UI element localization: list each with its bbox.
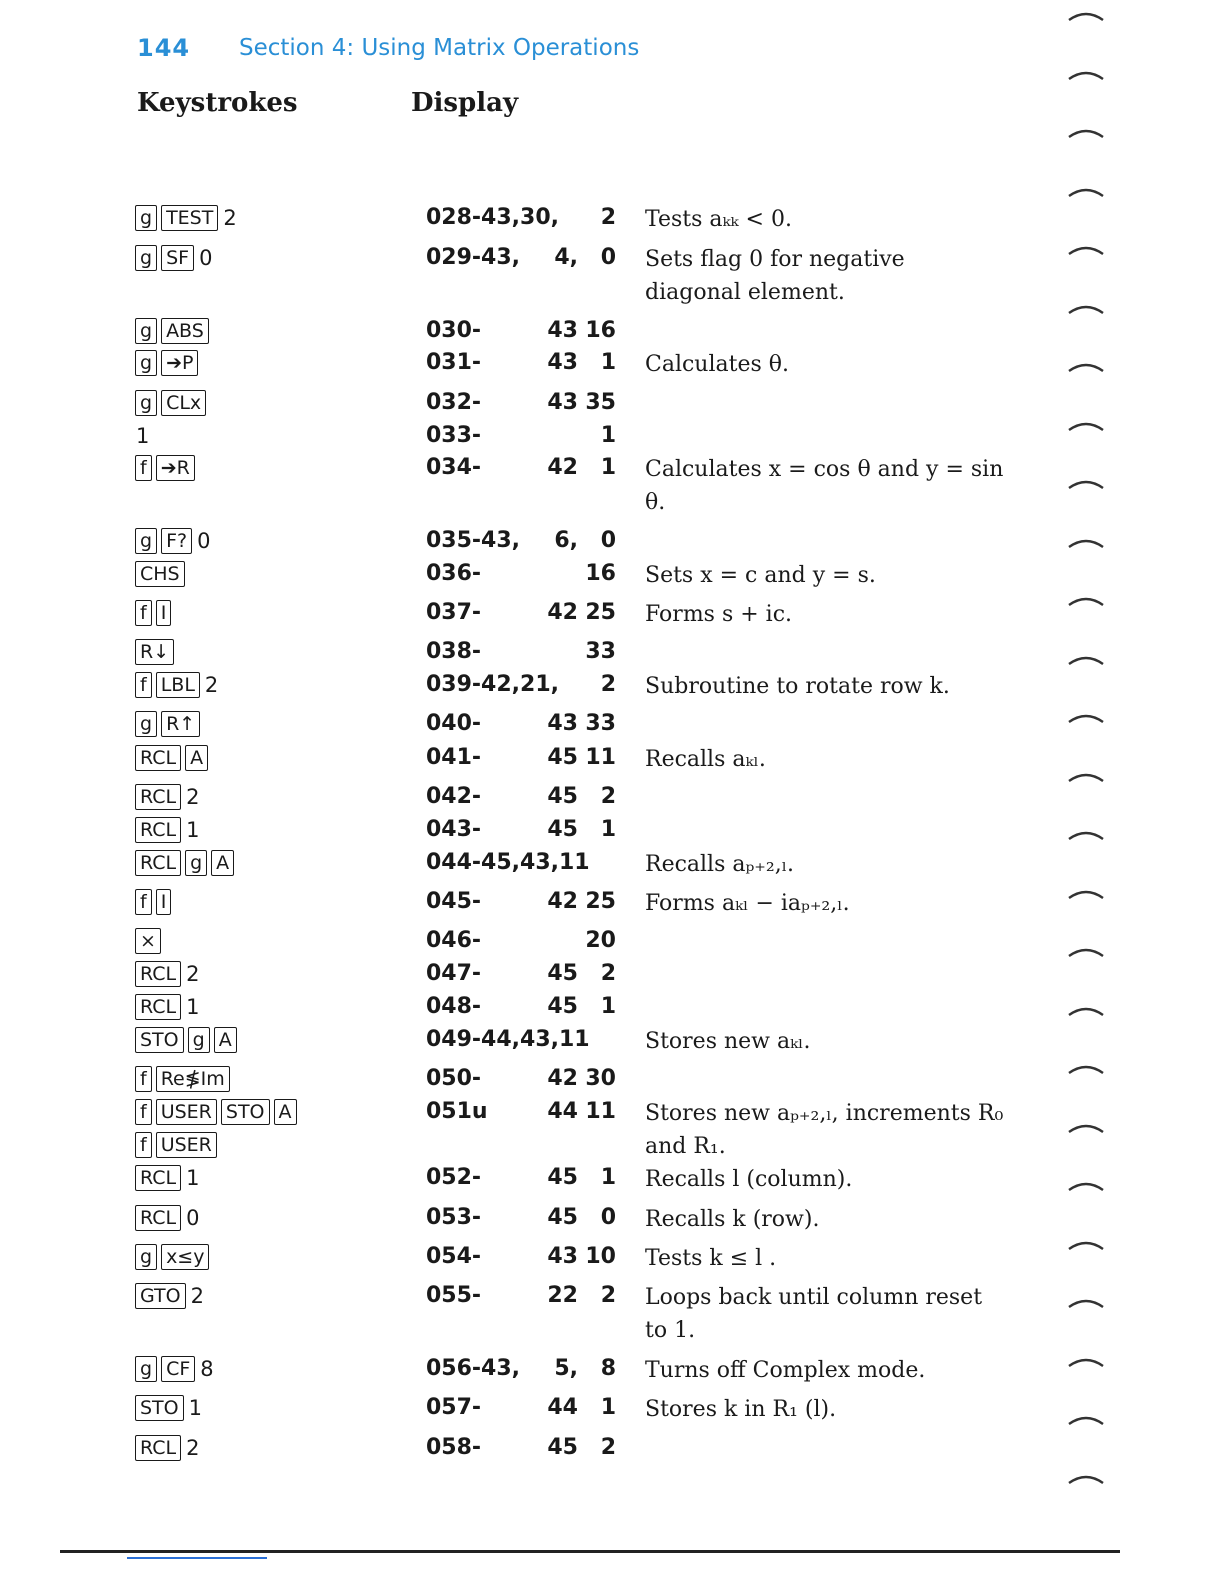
display-line-number: 031- xyxy=(426,350,482,375)
keystroke-sequence xyxy=(135,782,199,812)
display-line-number: 040- xyxy=(426,711,482,736)
calculator-key: ➔R xyxy=(156,455,195,481)
calculator-key: g xyxy=(135,1356,157,1382)
step-description: Sets x = c and y = s. xyxy=(645,563,876,588)
display-line-number: 038- xyxy=(426,639,482,664)
keystroke-digit: 2 xyxy=(223,206,237,230)
display-line-number: 057- xyxy=(426,1395,482,1420)
keystroke-sequence xyxy=(135,709,204,739)
display-line-number: 044-45,43,11 xyxy=(426,850,590,875)
section-title: Section 4: Using Matrix Operations xyxy=(239,35,640,61)
calculator-key: CLx xyxy=(161,390,206,416)
step-description: Recalls aₚ₊₂,ₗ. xyxy=(645,852,795,877)
step-description: Stores new aₚ₊₂,ₗ, increments R₀ and R₁. xyxy=(645,1101,1004,1159)
binding-scallop-mark xyxy=(1066,1295,1106,1309)
calculator-key: f xyxy=(135,1099,152,1125)
display-code-a: 44 xyxy=(547,1395,578,1420)
binding-scallop-mark xyxy=(1066,67,1106,81)
calculator-key: RCL xyxy=(135,1205,181,1231)
listing-row xyxy=(0,887,1224,919)
display-code-b: 25 xyxy=(585,600,616,625)
keystroke-sequence xyxy=(135,421,149,451)
display-code-a: 22 xyxy=(547,1283,578,1308)
calculator-key: g xyxy=(135,1244,157,1270)
display-code-a: 43 xyxy=(547,711,578,736)
display-line-number: 045- xyxy=(426,889,482,914)
keystroke-sequence xyxy=(135,1163,199,1193)
step-description: Tests k ≤ l . xyxy=(645,1246,777,1271)
listing-row xyxy=(0,526,1224,558)
display-line-number: 039-42,21, xyxy=(426,672,559,697)
keystrokes-column-heading: Keystrokes xyxy=(137,88,298,118)
listing-row xyxy=(0,926,1224,958)
display-code-a: 42 xyxy=(547,600,578,625)
calculator-key: USER xyxy=(156,1132,217,1158)
calculator-key: × xyxy=(135,928,161,954)
keystroke-digit: 1 xyxy=(188,1396,202,1420)
display-code-a: 5, xyxy=(554,1356,578,1381)
keystroke-sequence xyxy=(135,815,199,845)
display-line-number: 050- xyxy=(426,1066,482,1091)
calculator-key: STO xyxy=(135,1395,184,1421)
binding-scallop-mark xyxy=(1066,652,1106,666)
display-code-b: 8 xyxy=(600,1356,616,1381)
step-description: Sets flag 0 for negative diagonal element. xyxy=(645,247,905,305)
calculator-key: g xyxy=(135,350,157,376)
calculator-key: TEST xyxy=(161,205,218,231)
keystroke-sequence xyxy=(135,670,218,700)
keystroke-sequence xyxy=(135,453,199,483)
listing-row xyxy=(0,421,1224,453)
keystroke-sequence xyxy=(135,1354,214,1384)
calculator-key: I xyxy=(156,889,172,915)
display-column-heading: Display xyxy=(411,88,519,118)
listing-row xyxy=(0,670,1224,702)
listing-row xyxy=(0,348,1224,380)
display-code-a: 43 xyxy=(547,1244,578,1269)
display-line-number: 054- xyxy=(426,1244,482,1269)
binding-scallop-mark xyxy=(1066,125,1106,139)
calculator-key: GTO xyxy=(135,1283,186,1309)
listing-row xyxy=(0,1064,1224,1096)
display-line-number: 030- xyxy=(426,318,482,343)
keystroke-sequence xyxy=(135,848,238,878)
keystroke-sequence xyxy=(135,316,213,346)
display-code-b: 20 xyxy=(585,928,616,953)
binding-scallop-mark xyxy=(1066,1061,1106,1075)
keystroke-digit: 2 xyxy=(186,785,200,809)
keystroke-digit: 2 xyxy=(186,1436,200,1460)
calculator-key: ABS xyxy=(161,318,209,344)
page-bottom-rule-accent xyxy=(127,1557,267,1559)
listing-row xyxy=(0,1433,1224,1465)
keystroke-sequence xyxy=(135,1203,199,1233)
display-code-b: 2 xyxy=(600,784,616,809)
step-description: Forms aₖₗ − iaₚ₊₂,ₗ. xyxy=(645,891,850,916)
display-code-a: 4, xyxy=(554,245,578,270)
binding-scallop-mark xyxy=(1066,418,1106,432)
calculator-key: R↓ xyxy=(135,639,174,665)
listing-row xyxy=(0,203,1224,235)
binding-scallop-mark xyxy=(1066,242,1106,256)
display-line-number: 043- xyxy=(426,817,482,842)
listing-row xyxy=(0,243,1224,305)
keystroke-digit: 8 xyxy=(200,1357,214,1381)
calculator-key: ➔P xyxy=(161,350,198,376)
listing-row xyxy=(0,1163,1224,1195)
display-code-b: 10 xyxy=(585,1244,616,1269)
keystroke-sequence xyxy=(135,959,199,989)
display-line-number: 058- xyxy=(426,1435,482,1460)
display-code-a: 42 xyxy=(547,1066,578,1091)
binding-scallop-mark xyxy=(1066,535,1106,549)
display-line-number: 036- xyxy=(426,561,482,586)
calculator-key: f xyxy=(135,1066,152,1092)
display-line-number: 033- xyxy=(426,423,482,448)
display-code-b: 30 xyxy=(585,1066,616,1091)
display-line-number: 049-44,43,11 xyxy=(426,1027,590,1052)
keystroke-sequence xyxy=(135,526,210,556)
calculator-key: Re≸Im xyxy=(156,1066,230,1092)
calculator-key: RCL xyxy=(135,784,181,810)
calculator-key: f xyxy=(135,455,152,481)
listing-row xyxy=(0,1097,1224,1159)
listing-row xyxy=(0,709,1224,741)
listing-row xyxy=(0,1203,1224,1235)
display-code-b: 16 xyxy=(585,318,616,343)
listing-row xyxy=(0,637,1224,669)
display-code-b: 16 xyxy=(585,561,616,586)
step-description: Tests aₖₖ < 0. xyxy=(645,207,792,232)
keystroke-digit: 2 xyxy=(204,673,219,697)
binding-scallop-mark xyxy=(1066,359,1106,373)
calculator-key: STO xyxy=(135,1027,184,1053)
step-description: Turns off Complex mode. xyxy=(645,1358,926,1383)
display-line-number: 048- xyxy=(426,994,482,1019)
display-line-number: 055- xyxy=(426,1283,482,1308)
calculator-key: RCL xyxy=(135,817,181,843)
calculator-key: A xyxy=(211,850,234,876)
display-code-a: 43 xyxy=(547,390,578,415)
display-code-b: 33 xyxy=(585,711,616,736)
keystroke-sequence xyxy=(135,1242,213,1272)
display-line-number: 034- xyxy=(426,455,482,480)
listing-row xyxy=(0,815,1224,847)
keystroke-sequence xyxy=(135,743,212,773)
calculator-key: g xyxy=(185,850,207,876)
display-code-b: 25 xyxy=(585,889,616,914)
display-line-number: 032- xyxy=(426,390,482,415)
display-code-a: 45 xyxy=(547,784,578,809)
keystroke-sequence xyxy=(135,926,165,956)
display-code-b: 2 xyxy=(600,1435,616,1460)
keystroke-digit: 2 xyxy=(186,962,200,986)
keystroke-digit: 2 xyxy=(190,1284,204,1308)
binding-scallop-mark xyxy=(1066,1237,1106,1251)
listing-row xyxy=(0,1354,1224,1386)
binding-scallop-mark xyxy=(1066,1178,1106,1192)
calculator-key: RCL xyxy=(135,994,181,1020)
keystroke-sequence xyxy=(135,1433,199,1463)
listing-row xyxy=(0,316,1224,348)
calculator-key: CF xyxy=(161,1356,195,1382)
display-line-number: 052- xyxy=(426,1165,482,1190)
listing-row xyxy=(0,782,1224,814)
step-description: Recalls aₖₗ. xyxy=(645,747,766,772)
display-code-b: 1 xyxy=(600,817,616,842)
display-code-b: 11 xyxy=(585,1099,616,1124)
display-code-b: 0 xyxy=(600,1205,616,1230)
calculator-key: RCL xyxy=(135,961,181,987)
calculator-key: g xyxy=(135,205,157,231)
calculator-key: g xyxy=(135,528,157,554)
step-description: Recalls k (row). xyxy=(645,1207,820,1232)
listing-row xyxy=(0,559,1224,591)
display-code-a: 42 xyxy=(547,455,578,480)
display-code-a: 42 xyxy=(547,889,578,914)
keystroke-sequence xyxy=(135,637,178,667)
display-code-a: 43 xyxy=(547,350,578,375)
calculator-key: g xyxy=(135,711,157,737)
binding-scallop-mark xyxy=(1066,710,1106,724)
binding-scallop-mark xyxy=(1066,593,1106,607)
display-line-number: 046- xyxy=(426,928,482,953)
keystroke-sequence xyxy=(135,1393,202,1423)
keystroke-digit: 0 xyxy=(199,246,213,270)
display-code-a: 6, xyxy=(554,528,578,553)
keystroke-sequence xyxy=(135,1281,204,1311)
binding-scallop-mark xyxy=(1066,769,1106,783)
binding-scallop-mark xyxy=(1066,1120,1106,1134)
display-code-b: 1 xyxy=(600,1165,616,1190)
display-code-a: 45 xyxy=(547,994,578,1019)
display-code-b: 2 xyxy=(600,672,616,697)
step-description: Loops back until column reset to 1. xyxy=(645,1285,983,1343)
keystroke-digit: 1 xyxy=(136,424,150,448)
keystroke-sequence xyxy=(135,1025,241,1055)
calculator-key: R↑ xyxy=(161,711,200,737)
display-code-b: 2 xyxy=(600,205,616,230)
listing-row xyxy=(0,743,1224,775)
listing-row xyxy=(0,453,1224,515)
calculator-key: I xyxy=(156,600,172,626)
binding-scallop-mark xyxy=(1066,8,1106,22)
step-description: Forms s + ic. xyxy=(645,602,793,627)
calculator-key: f xyxy=(135,1132,152,1158)
page-bottom-rule xyxy=(60,1550,1120,1553)
calculator-key: RCL xyxy=(135,1165,181,1191)
page-number: 144 xyxy=(137,34,191,62)
listing-row xyxy=(0,1130,1224,1162)
calculator-key: USER xyxy=(156,1099,217,1125)
display-code-b: 1 xyxy=(600,350,616,375)
binding-scallop-mark xyxy=(1066,476,1106,490)
listing-row xyxy=(0,992,1224,1024)
step-description: Recalls l (column). xyxy=(645,1167,853,1192)
display-code-b: 1 xyxy=(600,994,616,1019)
keystroke-digit: 0 xyxy=(197,529,211,553)
display-code-b: 1 xyxy=(600,1395,616,1420)
display-line-number: 051u xyxy=(426,1099,488,1124)
display-code-a: 45 xyxy=(547,1165,578,1190)
display-line-number: 053- xyxy=(426,1205,482,1230)
display-code-b: 11 xyxy=(585,745,616,770)
calculator-key: LBL xyxy=(156,672,200,698)
calculator-key: STO xyxy=(221,1099,270,1125)
keystroke-digit: 1 xyxy=(186,1166,200,1190)
keystroke-sequence xyxy=(135,559,189,589)
calculator-key: RCL xyxy=(135,1435,181,1461)
calculator-key: RCL xyxy=(135,745,181,771)
calculator-key: g xyxy=(135,390,157,416)
display-code-a: 43 xyxy=(547,318,578,343)
display-code-a: 45 xyxy=(547,817,578,842)
display-code-b: 1 xyxy=(600,423,616,448)
display-code-b: 35 xyxy=(585,390,616,415)
listing-row xyxy=(0,388,1224,420)
display-code-b: 2 xyxy=(600,1283,616,1308)
keystroke-sequence xyxy=(135,598,175,628)
display-code-a: 44 xyxy=(547,1099,578,1124)
calculator-key: f xyxy=(135,600,152,626)
keystroke-sequence xyxy=(135,388,210,418)
step-description: Subroutine to rotate row k. xyxy=(645,674,950,699)
calculator-key: CHS xyxy=(135,561,185,587)
binding-scallop-mark xyxy=(1066,184,1106,198)
keystroke-sequence xyxy=(135,1130,221,1160)
keystroke-digit: 1 xyxy=(186,995,200,1019)
listing-row xyxy=(0,1281,1224,1343)
binding-scallop-mark xyxy=(1066,1354,1106,1368)
binding-scallop-mark xyxy=(1066,886,1106,900)
display-line-number: 035-43, xyxy=(426,528,521,553)
display-line-number: 029-43, xyxy=(426,245,521,270)
listing-row xyxy=(0,1025,1224,1057)
binding-scallop-mark xyxy=(1066,944,1106,958)
keystroke-digit: 1 xyxy=(186,818,200,842)
display-code-b: 2 xyxy=(600,961,616,986)
listing-row xyxy=(0,1393,1224,1425)
display-code-a: 45 xyxy=(547,1205,578,1230)
listing-row xyxy=(0,959,1224,991)
keystroke-sequence xyxy=(135,1064,234,1094)
keystroke-sequence xyxy=(135,348,202,378)
display-code-a: 45 xyxy=(547,745,578,770)
binding-scallop-mark xyxy=(1066,1003,1106,1017)
calculator-key: g xyxy=(135,318,157,344)
calculator-key: x≤y xyxy=(161,1244,209,1270)
keystroke-sequence xyxy=(135,992,199,1022)
step-description: Calculates θ. xyxy=(645,352,790,377)
display-code-a: 45 xyxy=(547,961,578,986)
calculator-key: A xyxy=(185,745,208,771)
listing-row xyxy=(0,848,1224,880)
calculator-key: RCL xyxy=(135,850,181,876)
display-line-number: 056-43, xyxy=(426,1356,521,1381)
display-line-number: 041- xyxy=(426,745,482,770)
calculator-key: A xyxy=(214,1027,237,1053)
keystroke-digit: 0 xyxy=(186,1206,200,1230)
calculator-key: g xyxy=(135,245,157,271)
calculator-key: g xyxy=(188,1027,210,1053)
calculator-key: SF xyxy=(161,245,194,271)
binding-scallop-mark xyxy=(1066,827,1106,841)
step-description: Stores new aₖₗ. xyxy=(645,1029,811,1054)
display-line-number: 042- xyxy=(426,784,482,809)
calculator-key: f xyxy=(135,672,152,698)
display-code-a: 45 xyxy=(547,1435,578,1460)
binding-scallop-mark xyxy=(1066,1412,1106,1426)
listing-row xyxy=(0,1242,1224,1274)
calculator-key: F? xyxy=(161,528,192,554)
display-line-number: 028-43,30, xyxy=(426,205,559,230)
calculator-key: A xyxy=(274,1099,297,1125)
display-code-b: 0 xyxy=(600,245,616,270)
listing-row xyxy=(0,598,1224,630)
keystroke-sequence xyxy=(135,1097,301,1127)
binding-scallop-mark xyxy=(1066,1471,1106,1485)
display-line-number: 037- xyxy=(426,600,482,625)
display-line-number: 047- xyxy=(426,961,482,986)
binding-scallop-mark xyxy=(1066,301,1106,315)
calculator-key: f xyxy=(135,889,152,915)
display-code-b: 0 xyxy=(600,528,616,553)
display-code-b: 33 xyxy=(585,639,616,664)
keystroke-sequence xyxy=(135,887,175,917)
step-description: Stores k in R₁ (l). xyxy=(645,1397,837,1422)
step-description: Calculates x = cos θ and y = sin θ. xyxy=(645,457,1004,515)
keystroke-sequence xyxy=(135,243,212,273)
keystroke-sequence xyxy=(135,203,237,233)
display-code-b: 1 xyxy=(600,455,616,480)
